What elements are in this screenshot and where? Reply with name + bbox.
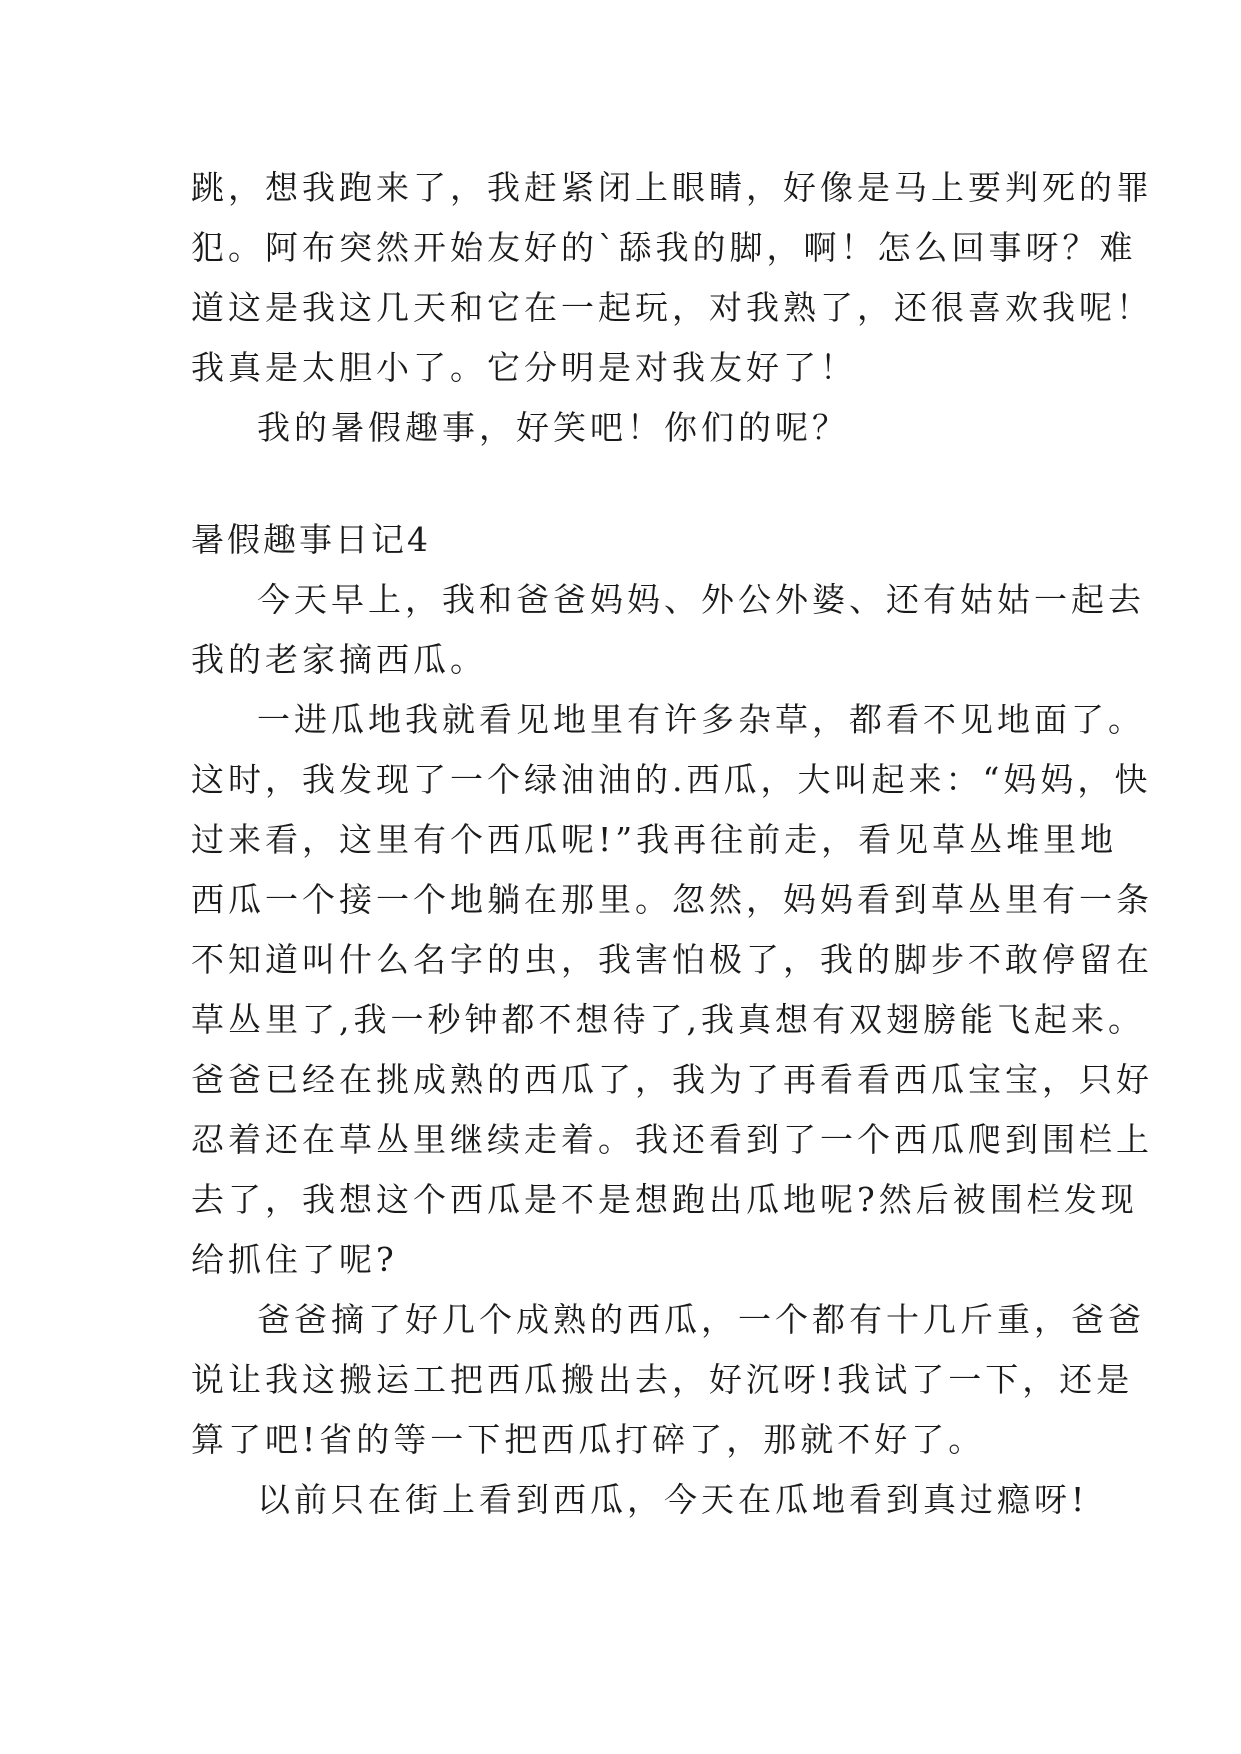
paragraph-top-2 bbox=[191, 398, 1071, 458]
text-line: 去了，我想这个西瓜是不是想跑出瓜地呢?然后被围栏发现 bbox=[191, 1180, 1138, 1219]
text-line: 忍着还在草丛里继续走着。我还看到了一个西瓜爬到围栏上 bbox=[191, 1120, 1153, 1159]
text-line: 这时，我发现了一个绿油油的.西瓜，大叫起来：“妈妈，快 bbox=[191, 760, 1152, 799]
paragraph-top-1 bbox=[191, 158, 1153, 398]
paragraph-4-1 bbox=[191, 570, 1145, 690]
text-line: 过来看，这里有个西瓜呢!”我再往前走，看见草丛堆里地 bbox=[191, 820, 1118, 859]
text-line: 犯。阿布突然开始友好的`舔我的脚，啊！怎么回事呀？难 bbox=[191, 228, 1137, 267]
text-line: 道这是我这几天和它在一起玩，对我熟了，还很喜欢我呢！ bbox=[191, 288, 1153, 327]
text-line: 我的老家摘西瓜。 bbox=[191, 640, 487, 679]
text-line: 我的暑假趣事，好笑吧！你们的呢？ bbox=[257, 408, 849, 447]
text-line: 说让我这搬运工把西瓜搬出去，好沉呀!我试了一下，还是 bbox=[191, 1360, 1134, 1399]
text-line: 爸爸已经在挑成熟的西瓜了，我为了再看看西瓜宝宝，只好 bbox=[191, 1060, 1153, 1099]
text-line: 今天早上，我和爸爸妈妈、外公外婆、还有姑姑一起去 bbox=[257, 580, 1145, 619]
text-line: 我真是太胆小了。它分明是对我友好了！ bbox=[191, 348, 857, 387]
paragraph-4-3 bbox=[191, 1290, 1145, 1470]
text-line: 不知道叫什么名字的虫，我害怕极了，我的脚步不敢停留在 bbox=[191, 940, 1153, 979]
section-title: 暑假趣事日记4 bbox=[191, 520, 431, 559]
text-line: 草丛里了,我一秒钟都不想待了,我真想有双翅膀能飞起来。 bbox=[191, 1000, 1145, 1039]
text-line: 算了吧!省的等一下把西瓜打碎了，那就不好了。 bbox=[191, 1420, 986, 1459]
text-line: 西瓜一个接一个地躺在那里。忽然，妈妈看到草丛里有一条 bbox=[191, 880, 1153, 919]
text-line: 爸爸摘了好几个成熟的西瓜，一个都有十几斤重，爸爸 bbox=[257, 1300, 1145, 1339]
paragraph-4-4 bbox=[191, 1470, 1089, 1530]
text-line: 跳，想我跑来了，我赶紧闭上眼睛，好像是马上要判死的罪 bbox=[191, 168, 1153, 207]
document-page bbox=[191, 158, 1153, 1530]
text-line: 给抓住了呢? bbox=[191, 1240, 398, 1279]
paragraph-4-2 bbox=[191, 690, 1153, 1290]
text-line: 以前只在街上看到西瓜，今天在瓜地看到真过瘾呀! bbox=[257, 1480, 1089, 1519]
section-gap bbox=[191, 458, 1071, 510]
text-line: 一进瓜地我就看见地里有许多杂草，都看不见地面了。 bbox=[257, 700, 1145, 739]
